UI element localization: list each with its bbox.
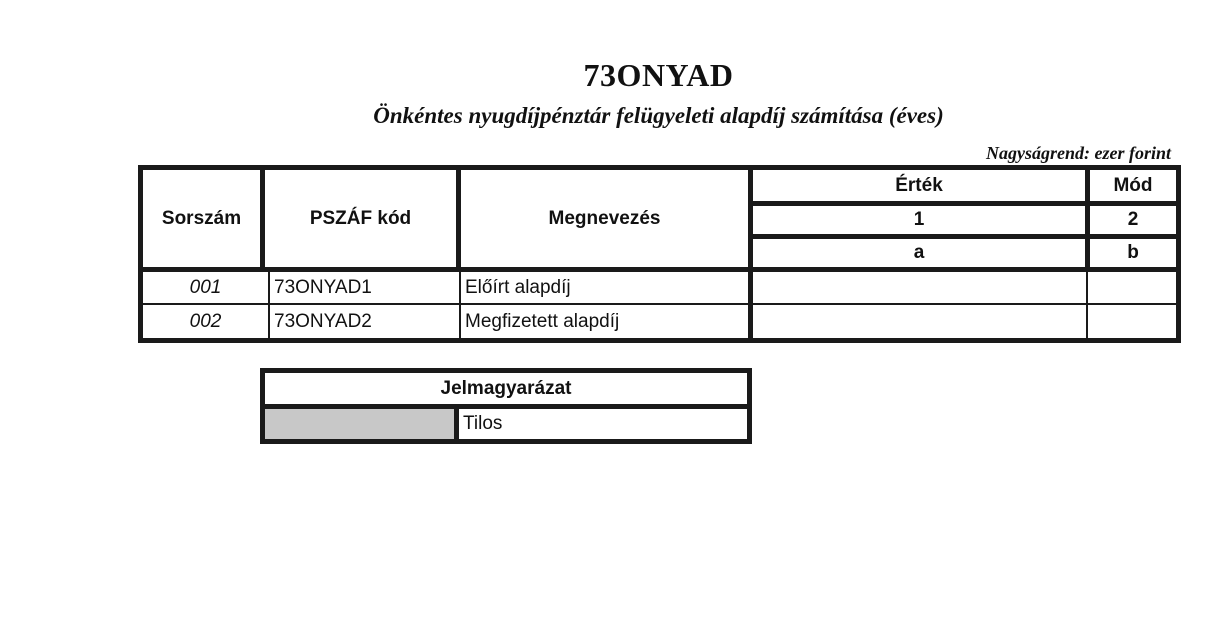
report-title: 73ONYAD — [583, 57, 734, 93]
table-row-serial: 001 — [189, 276, 222, 298]
col-header-name: Megnevezés — [548, 207, 661, 229]
table-row-name: Megfizetett alapdíj — [465, 310, 620, 332]
table-row-code: 73ONYAD1 — [274, 276, 372, 298]
col-header-serial: Sorszám — [161, 207, 242, 229]
magnitude-note: Nagyságrend: ezer forint — [986, 143, 1171, 163]
main-table — [138, 165, 1181, 343]
col-header-value: Érték — [895, 174, 943, 196]
table-row-mode-input[interactable] — [1088, 305, 1176, 338]
legend-title: Jelmagyarázat — [440, 377, 572, 399]
col-number-1: 1 — [913, 209, 925, 230]
col-number-2: 2 — [1127, 209, 1139, 230]
legend-table — [260, 368, 752, 444]
report-subtitle: Önkéntes nyugdíjpénztár felügyeleti alapdíj számítása (éves) — [373, 103, 944, 128]
table-row-mode-input[interactable] — [1088, 272, 1176, 303]
col-letter-b: b — [1127, 242, 1139, 263]
table-row-value-input[interactable] — [753, 272, 1086, 303]
col-header-mode: Mód — [1113, 174, 1153, 196]
table-row-code: 73ONYAD2 — [274, 310, 372, 332]
col-header-code: PSZÁF kód — [309, 207, 412, 229]
table-row-serial: 002 — [189, 310, 222, 332]
col-letter-a: a — [913, 242, 925, 263]
legend-label-forbidden: Tilos — [463, 413, 503, 434]
table-row-name: Előírt alapdíj — [465, 276, 571, 298]
table-row-value-input[interactable] — [753, 305, 1086, 338]
legend-swatch-forbidden — [265, 409, 454, 439]
